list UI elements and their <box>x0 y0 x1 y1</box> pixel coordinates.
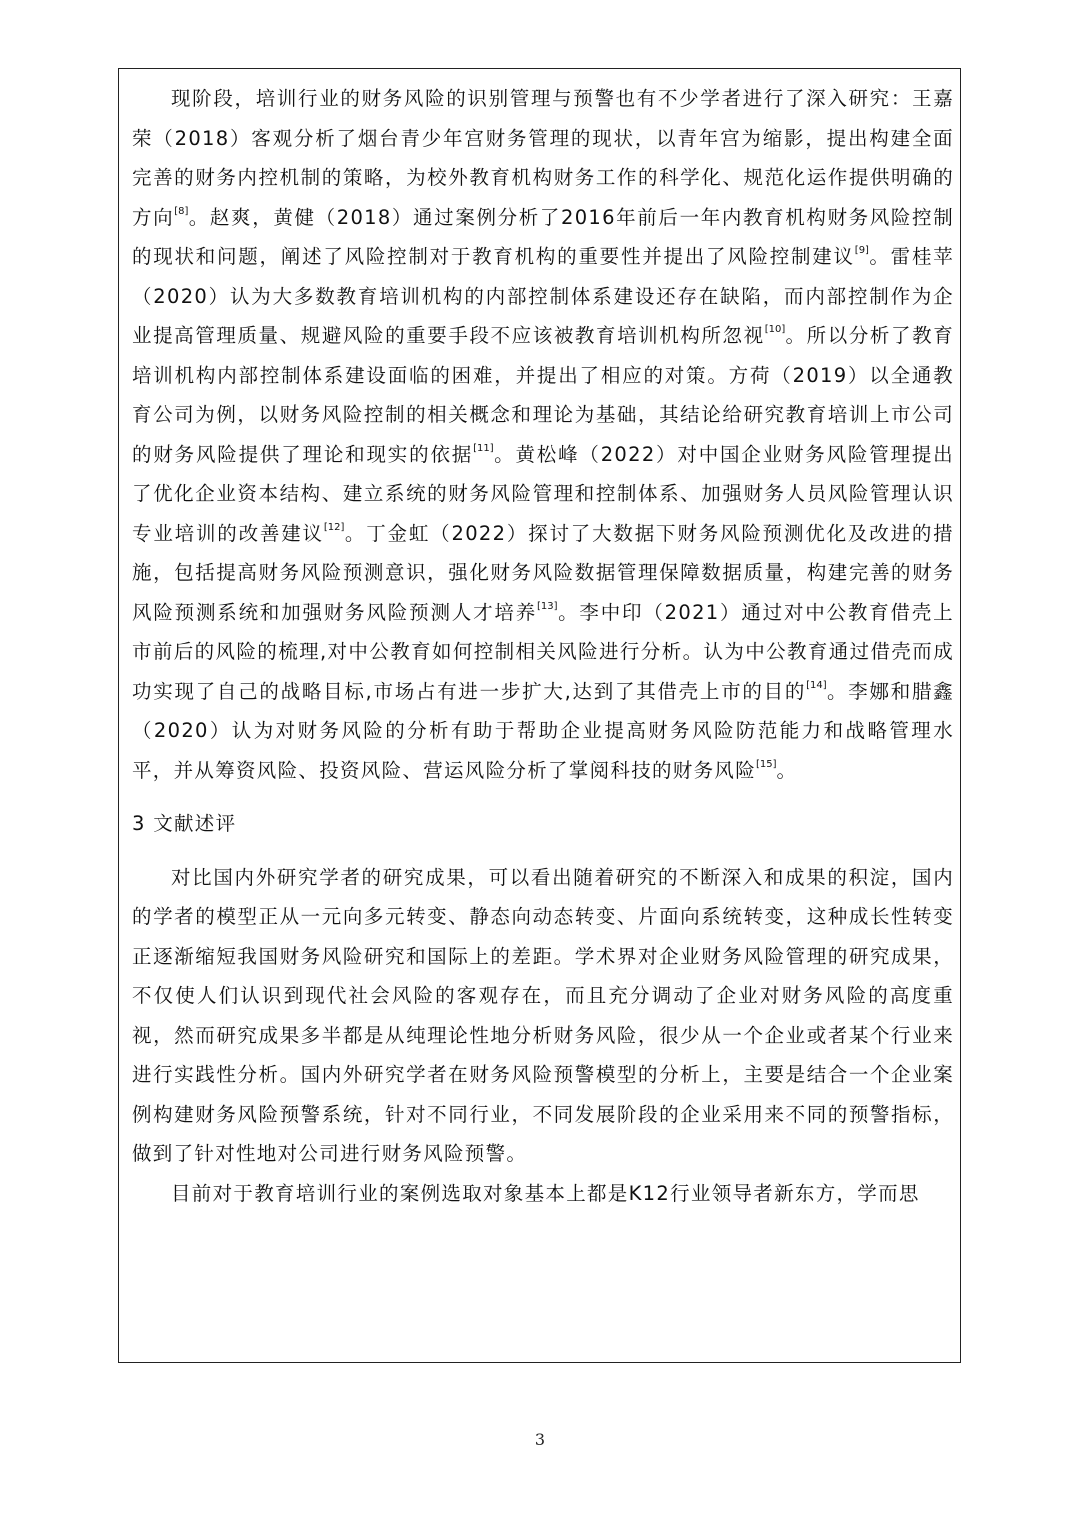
page-number: 3 <box>534 1430 546 1449</box>
citation-ref: [9] <box>854 245 869 256</box>
text-segment: 。雷桂苹（2020）认为大多数教育培训机构的内部控制体系建设还存在缺陷，而内部控制作为企业提高管理质量、规避风险的重要手段不应该被教育培训机构所忽视 <box>132 245 955 347</box>
text-segment: 。李娜和腊鑫（2020）认为对财务风险的分析有助于帮助企业提高财务风险防范能力和战略管理水平，并从筹资风险、投资风险、营运风险分析了掌阅科技的财务风险 <box>132 679 954 782</box>
text-segment: 现阶段，培训行业的财务风险的识别管理与预警也有不少学者进行了深入研究：王嘉荣（2018）客观分析了烟台青少年宫财务管理的现状，以青年宫为缩影，提出构建全面完善的财务内控机制的策略，为校外教育机构财务工作的科学化、规范化运作提供明确的方向 <box>132 87 954 229</box>
citation-ref: [11] <box>473 442 494 454</box>
section-spacer <box>132 844 954 858</box>
text-segment: 。黄松峰（2022）对中国企业财务风险管理提出了优化企业资本结构、建立系统的财务风险管理和控制体系、加强财务人员风险管理认识专业培训的改善建议 <box>132 442 954 545</box>
section-heading: 3 文献述评 <box>132 812 237 835</box>
text-segment: 。 <box>776 758 798 782</box>
content-frame <box>118 68 961 1363</box>
literature-paragraph <box>132 79 954 790</box>
citation-ref: [12] <box>323 521 345 533</box>
text-segment: 。李中印（2021）通过对中公教育借壳上市前后的风险的梳理,对中公教育如何控制相关风险进行分析。认为中公教育通过借壳而成功实现了自己的战略目标,市场占有进一步扩大,达到了其借壳上市的目的 <box>132 600 954 703</box>
case-paragraph: 目前对于教育培训行业的案例选取对象基本上都是K12行业领导者新东方，学而思 <box>171 1181 920 1205</box>
review-paragraph: 对比国内外研究学者的研究成果，可以看出随着研究的不断深入和成果的积淀，国内的学者的模型正从一元向多元转变、静态向动态转变、片面向系统转变，这种成长性转变正逐渐缩短我国财务风险研究和国际上的差距。学术界对企业财务风险管理的研究成果，不仅使人们认识到现代社会风险的客观存在，而且充分调动了企业对财务风险的高度重视，然而研究成果多半都是从纯理论性地分析财务风险，很少从一个企业或者某个行业来进行实践性分析。国内外研究学者在财务风险预警模型的分析上，主要是结合一个企业案例构建财务风险预警系统，针对不同行业，不同发展阶段的企业采用来不同的预警指标，做到了针对性地对公司进行财务风险预警。 <box>132 865 954 1165</box>
text-segment: 。所以分析了教育培训机构内部控制体系建设面临的困难，并提出了相应的对策。方荷（2019）以全通教育公司为例，以财务风险控制的相关概念和理论为基础，其结论给研究教育培训上市公司的财务风险提供了理论和现实的依据 <box>132 324 954 466</box>
text-segment: 。赵爽，黄健（2018）通过案例分析了2016年前后一年内教育机构财务风险控制的现状和问题，阐述了风险控制对于教育机构的重要性并提出了风险控制建议 <box>132 205 954 268</box>
text-segment: 。丁金虹（2022）探讨了大数据下财务风险预测优化及改进的措施，包括提高财务风险预测意识，强化财务风险数据管理保障数据质量，构建完善的财务风险预测系统和加强财务风险预测人才培养 <box>132 521 954 624</box>
content-body <box>132 79 954 1213</box>
citation-ref: [14] <box>806 679 827 691</box>
citation-ref: [8] <box>174 205 189 217</box>
citation-ref: [15] <box>756 758 777 770</box>
citation-ref: [10] <box>764 324 786 335</box>
citation-ref: [13] <box>537 600 558 612</box>
